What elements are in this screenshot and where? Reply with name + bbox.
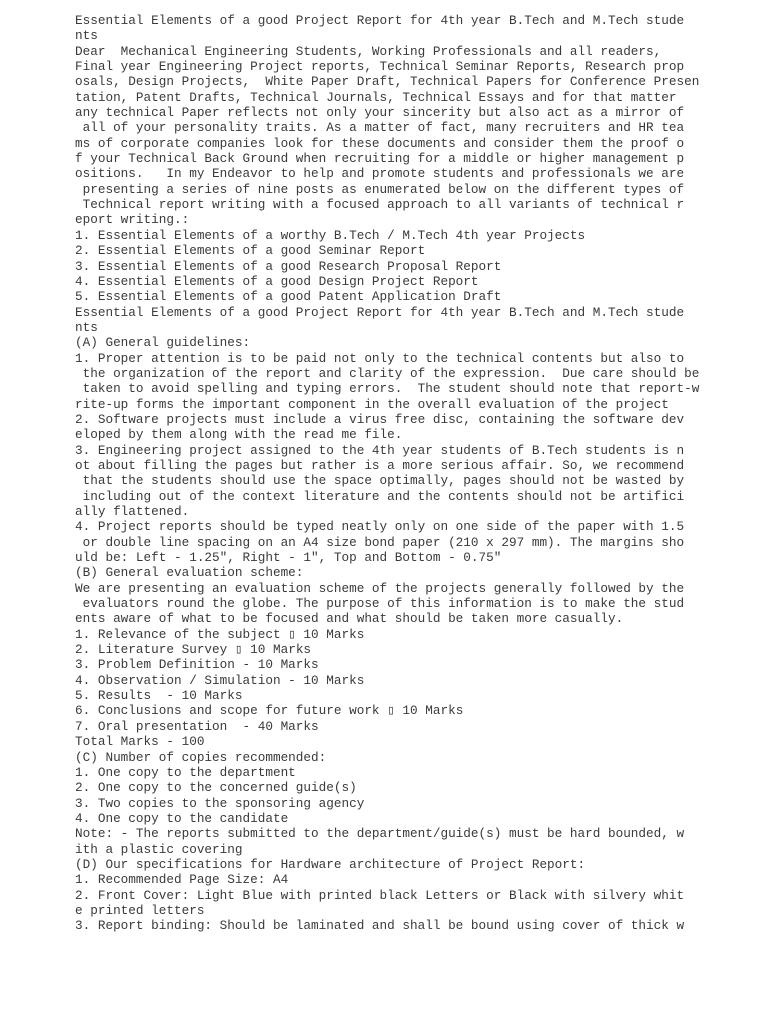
text-line: (C) Number of copies recommended: <box>75 749 327 765</box>
text-line: ents aware of what to be focused and what should be taken more casually. <box>75 611 624 627</box>
text-line: 3. Essential Elements of a good Research Proposal Report <box>75 258 502 274</box>
text-line: uld be: Left - 1.25", Right - 1", Top and Bottom - 0.75" <box>75 550 502 566</box>
text-line: taken to avoid spelling and typing errors. The student should note that report-w <box>75 381 700 397</box>
text-line: 2. Front Cover: Light Blue with printed black Letters or Black with silvery whit <box>75 887 685 903</box>
text-line: 4. Observation / Simulation - 10 Marks <box>75 672 365 688</box>
text-line: the organization of the report and clarity of the expression. Due care should be <box>75 365 700 381</box>
text-line: Essential Elements of a good Project Report for 4th year B.Tech and M.Tech stude <box>75 13 685 28</box>
text-line: nts <box>75 319 98 335</box>
text-line: ot about filling the pages but rather is a more serious affair. So, we recommend <box>75 457 685 473</box>
text-line: evaluators round the globe. The purpose of this information is to make the stud <box>75 596 685 612</box>
text-line: Total Marks - 100 <box>75 734 205 750</box>
text-line: eport writing.: <box>75 212 190 228</box>
text-line: Technical report writing with a focused approach to all variants of technical r <box>75 197 685 213</box>
text-line: presenting a series of nine posts as enumerated below on the different types of <box>75 181 685 197</box>
text-line: or double line spacing on an A4 size bond paper (210 x 297 mm). The margins sho <box>75 534 685 550</box>
text-line: (B) General evaluation scheme: <box>75 565 304 581</box>
text-line: Essential Elements of a good Project Report for 4th year B.Tech and M.Tech stude <box>75 304 685 320</box>
text-line: nts <box>75 28 98 44</box>
text-line: 2. Literature Survey ▯ 10 Marks <box>75 642 312 658</box>
text-line: (A) General guidelines: <box>75 335 251 351</box>
text-line: 1. One copy to the department <box>75 764 296 780</box>
text-line: 2. Software projects must include a virus free disc, containing the software dev <box>75 411 685 427</box>
text-line: rite-up forms the important component in the overall evaluation of the project <box>75 396 669 412</box>
text-line: We are presenting an evaluation scheme of the projects generally followed by the <box>75 580 685 596</box>
text-line: osals, Design Projects, White Paper Draft, Technical Papers for Conference Presen <box>75 74 700 90</box>
text-line: (D) Our specifications for Hardware architecture of Project Report: <box>75 856 586 872</box>
text-line: ositions. In my Endeavor to help and promote students and professionals we are <box>75 166 685 182</box>
text-line: 4. Essential Elements of a good Design Project Report <box>75 273 479 289</box>
text-line: ally flattened. <box>75 504 190 519</box>
text-line: e printed letters <box>75 902 205 918</box>
text-line: 6. Conclusions and scope for future work ▯ 10 Marks <box>75 703 464 719</box>
text-line: 1. Essential Elements of a worthy B.Tech / M.Tech 4th year Projects <box>75 227 586 243</box>
text-line: 4. Project reports should be typed neatly only on one side of the paper with 1.5 <box>75 519 685 535</box>
text-line: 2. One copy to the concerned guide(s) <box>75 780 357 796</box>
text-line: 1. Proper attention is to be paid not only to the technical contents but also to <box>75 350 685 366</box>
text-line: including out of the context literature and the contents should not be artifici <box>75 488 685 504</box>
text-line: 3. Two copies to the sponsoring agency <box>75 795 365 811</box>
text-line: any technical Paper reflects not only your sincerity but also act as a mirror of <box>75 105 685 121</box>
text-line: 4. One copy to the candidate <box>75 810 289 826</box>
text-line: ith a plastic covering <box>75 841 243 857</box>
text-line: f your Technical Back Ground when recruiting for a middle or higher management p <box>75 151 685 167</box>
text-line: Dear Mechanical Engineering Students, Working Professionals and all readers, <box>75 43 662 59</box>
text-line: 7. Oral presentation - 40 Marks <box>75 718 319 734</box>
text-line: 1. Recommended Page Size: A4 <box>75 872 289 888</box>
text-line: 3. Problem Definition - 10 Marks <box>75 657 319 673</box>
text-line: eloped by them along with the read me file. <box>75 427 403 443</box>
text-line: 1. Relevance of the subject ▯ 10 Marks <box>75 626 365 642</box>
document-text <box>75 13 755 934</box>
text-line: tation, Patent Drafts, Technical Journals, Technical Essays and for that matter <box>75 89 677 105</box>
text-line: ms of corporate companies look for these documents and consider them the proof o <box>75 135 685 151</box>
text-line: Final year Engineering Project reports, Technical Seminar Reports, Research prop <box>75 59 685 75</box>
text-line: all of your personality traits. As a matter of fact, many recruiters and HR tea <box>75 120 685 136</box>
text-line: 5. Essential Elements of a good Patent Application Draft <box>75 289 502 305</box>
text-line: 3. Report binding: Should be laminated and shall be bound using cover of thick w <box>75 918 685 934</box>
text-line: 5. Results - 10 Marks <box>75 688 243 704</box>
text-line: that the students should use the space optimally, pages should not be wasted by <box>75 473 685 489</box>
text-line: 2. Essential Elements of a good Seminar Report <box>75 243 426 259</box>
text-line: Note: - The reports submitted to the department/guide(s) must be hard bounded, w <box>75 826 685 842</box>
text-line: 3. Engineering project assigned to the 4th year students of B.Tech students is n <box>75 442 685 458</box>
